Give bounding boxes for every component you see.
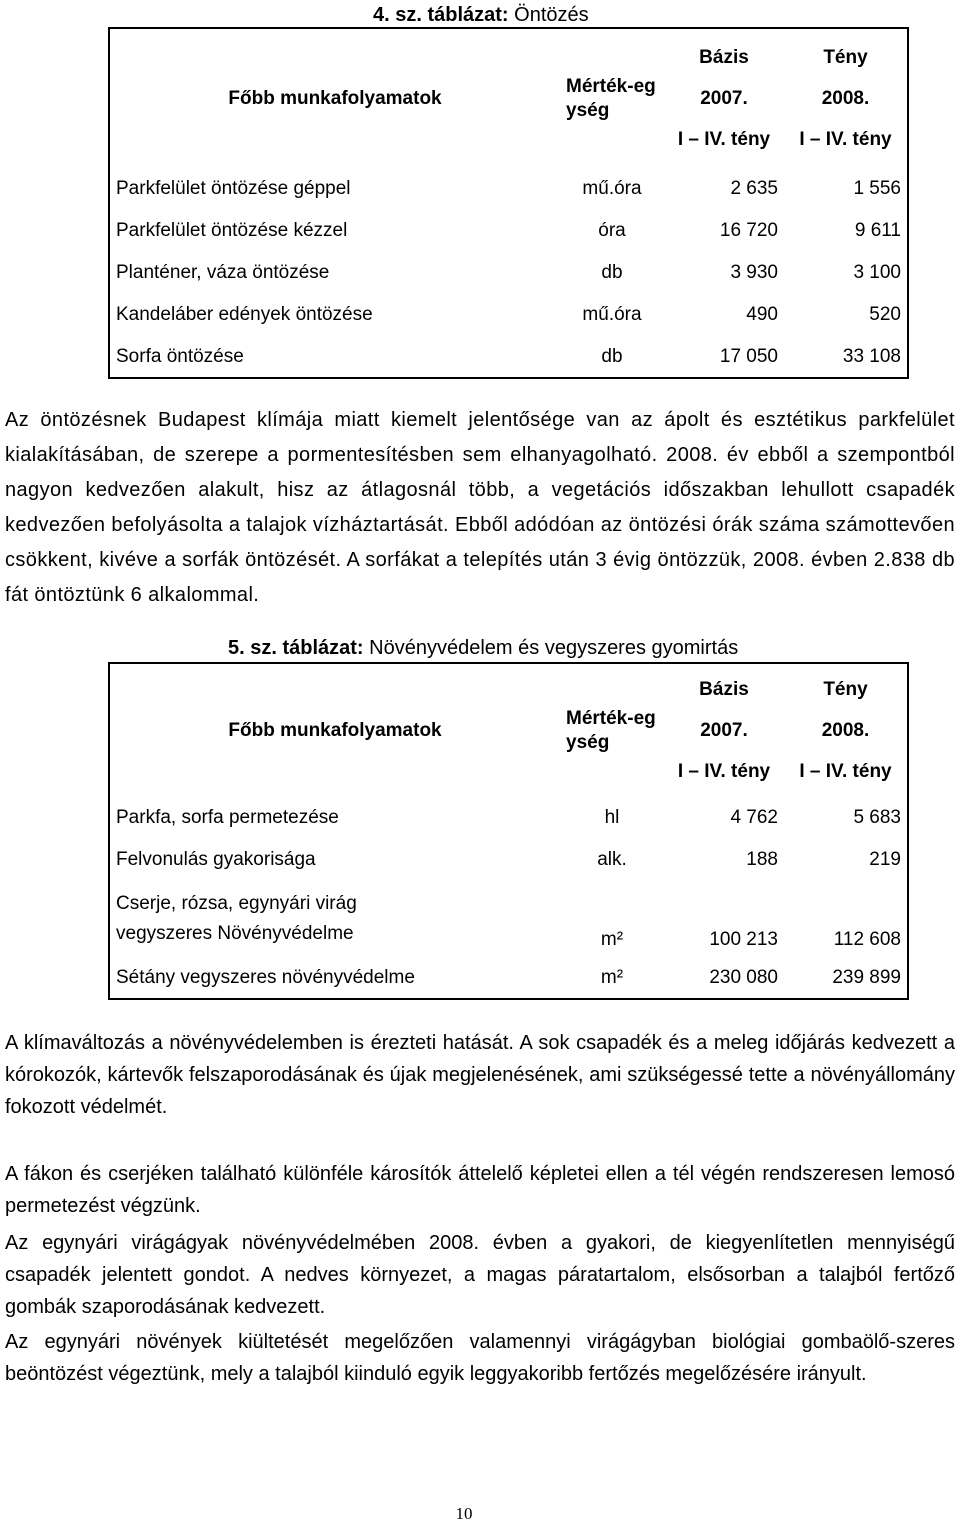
table5-caption-title: Növényvédelem és vegyszeres gyomirtás [369, 637, 739, 659]
table5-header-row [109, 663, 908, 797]
table4-bazis-l3: I – IV. tény [677, 129, 771, 150]
table5-bazis-l1: Bázis [699, 679, 749, 700]
dormant-spray-paragraph: A fákon és cserjéken található különféle károsítók áttelelő képletei ellen a tél végén rendszeresen lemosó permetezést végzünk. [5, 1163, 955, 1217]
table5-bazis-l3: I – IV. tény [677, 761, 771, 782]
table5-teny-l3: I – IV. tény [799, 761, 892, 782]
row-value-2007: 3 930 [730, 262, 778, 283]
row-value-2007: 17 050 [719, 345, 778, 367]
annual-flowerbed-paragraph: Az egynyári virágágyak növényvédelmében 2008. évben a gyakori, de kiegyenlítetlen mennyiségű csapadék jelentett gondot. A nedves környezet, a magas páratartalom, elsősorban a talajból fertőző gombák szaporodásának kedvezett. [5, 1232, 955, 1318]
table5-header-main: Főbb munkafolyamatok [228, 719, 442, 741]
table5-plant-protection [108, 662, 909, 1000]
row-value-2007: 188 [746, 849, 778, 870]
table-row [109, 881, 908, 957]
table4-header-main: Főbb munkafolyamatok [228, 87, 442, 109]
row-name: Kandeláber edények öntözése [116, 304, 373, 325]
table5-caption-number: 5. sz. táblázat: [228, 637, 364, 659]
row-value-2008: 5 683 [853, 807, 901, 828]
row-name: Felvonulás gyakorisága [116, 849, 316, 870]
table5-bazis-l2: 2007. [700, 720, 748, 741]
row-unit: m² [600, 966, 624, 988]
table-row [109, 957, 908, 999]
row-value-2008: 112 608 [833, 929, 901, 950]
row-unit: mű.óra [582, 304, 642, 325]
row-unit: m² [600, 929, 624, 950]
row-unit: óra [598, 220, 626, 241]
row-value-2008: 520 [869, 304, 901, 325]
table-row [109, 839, 908, 881]
row-unit: alk. [597, 849, 627, 870]
table4-teny-l2: 2008. [821, 88, 870, 109]
table-row [109, 294, 908, 336]
row-value-2007: 16 720 [719, 220, 778, 241]
table4-header-teny [784, 28, 908, 168]
row-value-2007: 230 080 [709, 966, 778, 988]
table-row [109, 252, 908, 294]
row-name: Sétány vegyszeres növényvédelme [116, 966, 415, 988]
table4-bazis-l1: Bázis [699, 47, 749, 68]
row-value-2008: 9 611 [854, 220, 901, 241]
table4-caption [373, 3, 589, 27]
table4-caption-number: 4. sz. táblázat: [373, 4, 509, 26]
table4-header-unit: Mérték-egység [566, 75, 656, 121]
row-value-2008: 219 [869, 849, 901, 870]
row-unit: db [601, 345, 623, 367]
row-name: Parkfelület öntözése géppel [116, 178, 351, 199]
table4-caption-title: Öntözés [514, 4, 589, 26]
table-row [109, 797, 908, 839]
table5-header-teny [784, 663, 908, 797]
row-unit: mű.óra [582, 178, 642, 199]
row-name: Sorfa öntözése [116, 345, 244, 367]
row-value-2008: 33 108 [842, 345, 901, 367]
table5-caption [228, 636, 738, 660]
row-name: Planténer, váza öntözése [116, 262, 330, 283]
irrigation-paragraph: Az öntözésnek Budapest klímája miatt kiemelt jelentősége van az ápolt és esztétikus parkfelület kialakításában, de szerepe a pormentesítésben sem elhanyagolható. 2008. év ebből a szempontból nagyon kedvezően alakult, hisz az átlagosnál több, a vegetációs időszakban lehullott csapadék kedvezően befolyásolta a talajok vízháztartását. Ebből adódóan az öntözési órák száma számottevően csökkent, kivéve a sorfák öntözését. A sorfákat a telepítés után 3 évig öntözzük, 2008. évben 2.838 db fát öntöztünk 6 alkalommal. [5, 409, 955, 606]
table-row [109, 210, 908, 252]
row-name: Parkfa, sorfa permetezése [116, 807, 339, 828]
row-value-2008: 3 100 [853, 262, 901, 283]
table-row [109, 336, 908, 378]
row-value-2007: 4 762 [730, 807, 778, 828]
row-value-2008: 239 899 [832, 966, 901, 988]
row-value-2007: 100 213 [709, 929, 778, 950]
table4-header-row [109, 28, 908, 168]
row-unit: hl [604, 807, 620, 828]
row-value-2007: 490 [746, 304, 778, 325]
table4-header-bazis [664, 28, 784, 168]
table4-bazis-l2: 2007. [700, 88, 748, 109]
table4-irrigation [108, 27, 909, 379]
climate-paragraph: A klímaváltozás a növényvédelemben is érezteti hatását. A sok csapadék és a meleg időjárás kedvezett a kórokozók, kártevők felszaporodásának és újak megjelenésének, ami szükségessé tette a növényállomány fokozott védelmét. [5, 1032, 955, 1118]
row-name: Cserje, rózsa, egynyári virág vegyszeres Növényvédelme [116, 893, 357, 944]
table4-teny-l1: Tény [823, 47, 868, 68]
table5-header-unit: Mérték-egység [566, 707, 656, 753]
row-value-2008: 1 556 [853, 178, 901, 199]
table5-teny-l1: Tény [823, 679, 868, 700]
table5-header-bazis [664, 663, 784, 797]
row-value-2007: 2 635 [730, 178, 778, 199]
fungicide-paragraph: Az egynyári növények kiültetését megelőzően valamennyi virágágyban biológiai gombaölő-szeres beöntözést végeztünk, mely a talajból kiinduló egyik leggyakoribb fertőzés megelőzésére irányult. [5, 1331, 955, 1385]
table-row [109, 168, 908, 210]
table5-teny-l2: 2008. [821, 720, 870, 741]
row-name: Parkfelület öntözése kézzel [116, 220, 348, 241]
table4-teny-l3: I – IV. tény [799, 129, 892, 150]
row-unit: db [601, 262, 623, 283]
page-number: 10 [455, 1504, 473, 1523]
